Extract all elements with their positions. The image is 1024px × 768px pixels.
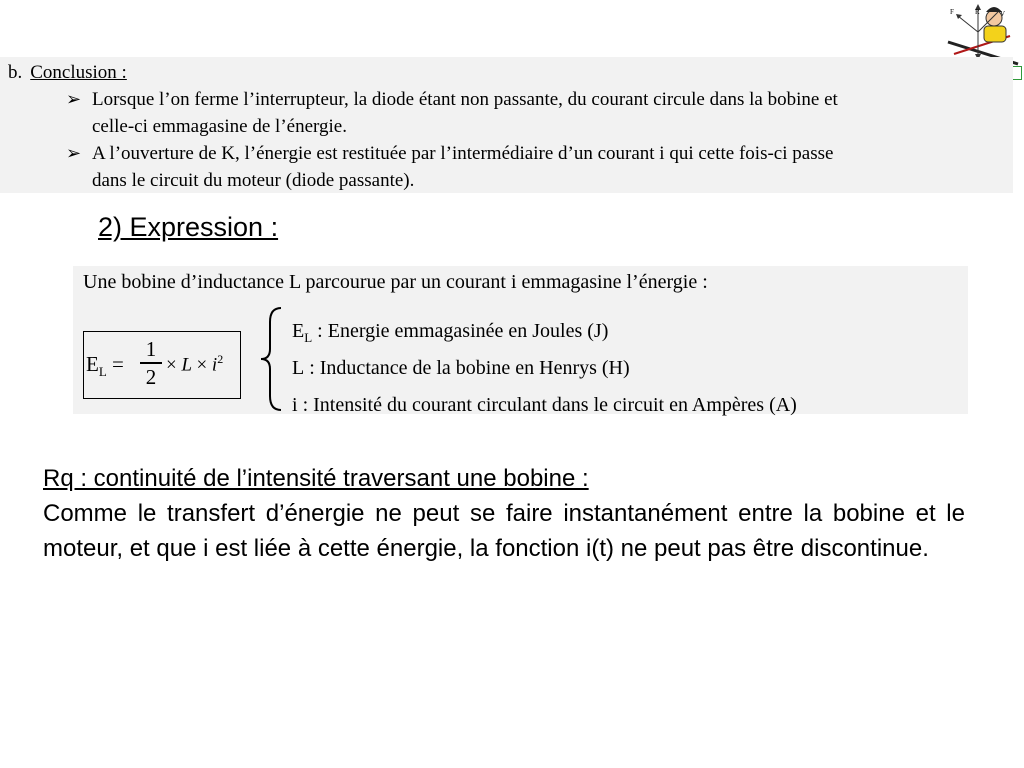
conclusion-panel — [0, 57, 1013, 193]
svg-text:F: F — [950, 8, 954, 16]
formula-product: × $L \times i^2$ — [166, 352, 224, 376]
arrowhead-bullet-icon: ➢ — [66, 89, 82, 109]
curly-brace-icon — [259, 306, 285, 412]
conclusion-bullet-2 — [66, 140, 1006, 194]
bullet-1-line-1: Lorsque l’on ferme l’interrupteur, la diode étant non passante, du courant circule dans la bobine et — [92, 89, 838, 110]
energy-formula-box — [83, 331, 241, 399]
section-letter: b. — [8, 62, 23, 83]
definition-inductance: L : Inductance de la bobine en Henrys (H) — [292, 357, 630, 379]
remark-body: Comme le transfert d’énergie ne peut se faire instantanément entre la bobine et le moteur, et que i est liée à cette énergie, la fonction i(t) ne peut pas être discontinue. — [43, 500, 965, 562]
remark-heading: Rq : continuité de l’intensité traversant une bobine : — [43, 465, 589, 492]
fraction-denominator: 2 — [145, 364, 157, 389]
expression-heading: 2) Expression : — [98, 212, 279, 242]
fraction-numerator: 1 — [145, 337, 157, 361]
bullet-2-line-1: A l’ouverture de K, l’énergie est restituée par l’intermédiaire d’un courant i qui cette fois-ci passe — [92, 143, 834, 164]
bullet-2-line-2: dans le circuit du moteur (diode passante). — [92, 170, 415, 191]
definitions-list — [292, 316, 797, 427]
arrowhead-bullet-icon: ➢ — [66, 143, 82, 163]
conclusion-title: Conclusion : — [30, 62, 127, 83]
conclusion-bullet-1 — [66, 86, 1006, 140]
formula-fraction — [140, 336, 162, 390]
conclusion-heading — [8, 59, 127, 86]
svg-text:V: V — [1000, 10, 1006, 18]
remark-section — [43, 461, 965, 566]
bullet-1-line-2: celle-ci emmagasine de l’énergie. — [92, 116, 347, 137]
formula-lhs: $E_L$ = — [86, 352, 124, 380]
formula-panel — [73, 266, 968, 414]
svg-text:R: R — [975, 8, 980, 16]
definition-energy: $E_L$ : Energie emmagasinée en Joules (J) — [292, 320, 609, 345]
intro-sentence: Une bobine d’inductance L parcourue par un courant i emmagasine l’énergie : — [83, 271, 708, 293]
definition-current: i : Intensité du courant circulant dans le circuit en Ampères (A) — [292, 394, 797, 416]
